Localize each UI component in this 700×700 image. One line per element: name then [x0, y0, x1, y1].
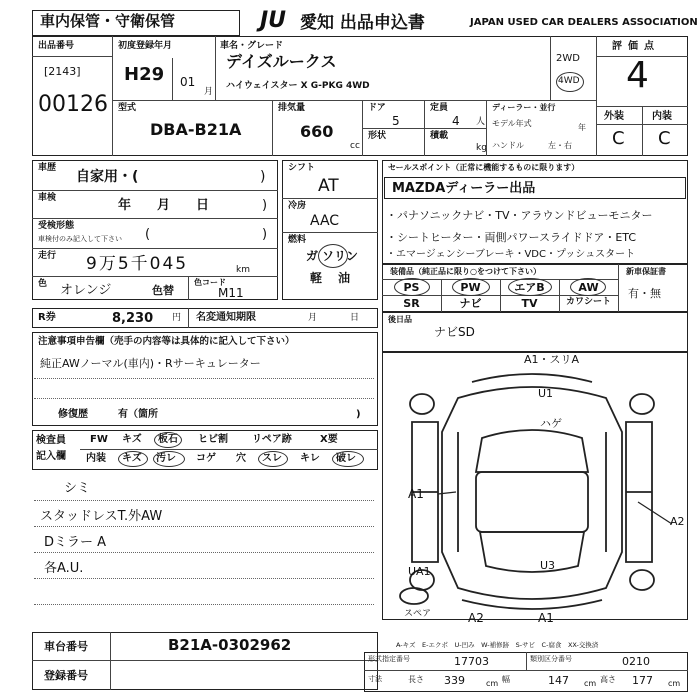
four-wd: 4WD — [558, 76, 580, 86]
handle-value: 左・右 — [548, 141, 572, 150]
mark-left-a1: A1 — [408, 487, 424, 501]
form-label: 形式指定番号 — [368, 655, 410, 663]
mark-left-ua1: UA1 — [408, 565, 431, 578]
inspector-hibi: ヒビ割 — [198, 434, 228, 445]
registration-month-unit: 月 — [204, 87, 214, 97]
shape-label: 形状 — [368, 131, 387, 141]
mark-hage: ハゲ — [540, 417, 562, 430]
handle-label: ハンドル — [492, 141, 524, 150]
inspector-ishi: 板石 — [158, 434, 178, 445]
inspector-yogore: 汚レ — [156, 453, 176, 464]
color-change-label: 色替 — [152, 284, 174, 297]
width-value: 147 — [548, 674, 569, 687]
car-diagram — [382, 352, 688, 620]
inspector-note-3: Dミラー A — [44, 535, 107, 550]
selling-line-2: ・シートヒーター・両側パワースライドドア・ETC — [386, 231, 637, 244]
fuel-option-yu: 油 — [338, 271, 351, 285]
inspector-note-2: スタッドレスT.外AW — [40, 509, 163, 524]
diagram-legend: A-キズ E-エクボ U-凹み W-補修跡 S-サビ C-腐食 XX-交換済 — [396, 641, 599, 649]
selling-points-title: セールスポイント（正常に機能するものに限ります） — [388, 163, 580, 172]
mark-u3: U3 — [540, 559, 556, 572]
new-car-label: 新車保証書 — [626, 267, 666, 276]
ring-yabure — [332, 451, 364, 467]
notes-title: 注意事項申告欄（売手の内容等は具体的に記入して下さい） — [38, 336, 295, 347]
equip-pw: PW — [460, 281, 481, 294]
registration-year: H29 — [124, 64, 165, 85]
inspector-repair: リペア跡 — [252, 434, 292, 445]
class-value: 0210 — [622, 655, 650, 668]
aw-circle — [570, 278, 606, 296]
fuel-label: 燃料 — [288, 235, 307, 245]
height-value: 177 — [632, 674, 653, 687]
length-label: 長さ — [408, 675, 424, 684]
selling-line-1: ・パナソニックナビ・TV・アラウンドビューモニター — [386, 209, 653, 222]
year-unit: 年 — [578, 123, 586, 132]
registration-label: 初度登録年月 — [118, 41, 173, 51]
displacement-value: 660 — [300, 122, 334, 141]
dealer-label: ディーラー・並行 — [492, 103, 556, 112]
score-label: 評価点 — [612, 41, 660, 52]
inspection-paren-close: ) — [262, 198, 268, 213]
repair-close: ) — [356, 409, 361, 420]
notice-day: 日 — [350, 313, 360, 323]
displacement-label: 排気量 — [278, 103, 306, 113]
mileage-value: 9万5千045 — [86, 254, 189, 274]
doors-label: ドア — [368, 103, 386, 113]
mark-front-a1-slit: A1・スリA — [524, 353, 580, 366]
car-name: デイズルークス — [226, 52, 337, 71]
equipment-title: 装備品（純正品に限り○をつけて下さい） — [390, 267, 541, 276]
inspector-kire: キレ — [300, 453, 320, 464]
inspector-kizu: キズ — [122, 434, 142, 445]
repair-label: 修復歴 — [58, 409, 88, 420]
color-label: 色 — [38, 279, 48, 289]
inspector-note-1: シミ — [64, 481, 91, 496]
ring-ishi — [154, 432, 182, 448]
notice-label: 名変通知期限 — [196, 312, 256, 323]
height-label: 高さ — [600, 675, 616, 684]
mark-u1: U1 — [538, 387, 554, 400]
form-value: 17703 — [454, 655, 489, 668]
shift-value: AT — [318, 176, 339, 196]
equip-airbag: エアB — [514, 281, 545, 294]
inspector-label-2: 記入欄 — [36, 451, 66, 462]
receive-note: 車検付のみ記入して下さい — [38, 235, 122, 243]
ring-kizu2 — [118, 451, 148, 467]
capacity-label: 定員 — [430, 103, 449, 113]
mileage-label: 走行 — [38, 251, 57, 261]
person-unit: 人 — [476, 117, 486, 127]
inspector-interior: 内装 — [86, 453, 106, 464]
exterior-score: C — [612, 128, 625, 149]
car-grade: ハイウェイスター X G-PKG 4WD — [226, 81, 370, 91]
equip-sr: SR — [403, 297, 420, 310]
history-label: 車歴 — [38, 163, 57, 173]
width-unit: cm — [584, 679, 597, 688]
ac-label: 冷房 — [288, 201, 307, 211]
new-car-value: 有・無 — [628, 287, 661, 300]
history-close: ) — [260, 169, 266, 185]
color-value: オレンジ — [60, 283, 112, 298]
yen-unit: 円 — [172, 313, 182, 323]
kg-unit: kg — [476, 143, 487, 153]
equip-tv: TV — [521, 297, 538, 310]
equip-navi: ナビ — [459, 297, 482, 310]
lot-label: 出品番号 — [38, 41, 75, 51]
ring-yogore — [153, 451, 185, 467]
notice-month: 月 — [308, 313, 318, 323]
color-code-label: 色コード — [194, 278, 226, 287]
size-label: 寸法 — [368, 675, 382, 683]
fuel-option-ga: ガ — [306, 249, 319, 263]
dealer-line: MAZDAディーラー出品 — [392, 181, 536, 196]
two-wd: 2WD — [556, 53, 580, 64]
ju-logo: JU — [260, 8, 287, 33]
mark-rear-a1: A1 — [538, 611, 554, 625]
inspector-label-1: 検査員 — [36, 435, 66, 446]
repair-value: 有（箇所 — [118, 409, 158, 420]
tax-amount: 8,230 — [112, 311, 154, 326]
mark-rear-a2: A2 — [468, 611, 484, 625]
form-title: 愛知 出品申込書 — [300, 13, 425, 33]
registration-month: 01 — [180, 75, 196, 89]
tax-label: R券 — [38, 312, 56, 323]
interior-score: C — [658, 128, 671, 149]
inspector-sure: スレ — [262, 453, 282, 464]
model-value: DBA-B21A — [150, 120, 242, 139]
top-block — [32, 36, 688, 156]
equip-ps: PS — [403, 281, 420, 294]
after-items-label: 後日品 — [388, 315, 412, 324]
ac-value: AAC — [310, 213, 340, 229]
fuel-option-sorin: ソリン — [322, 249, 359, 263]
inspector-ana: 穴 — [236, 453, 246, 464]
inspector-fw: FW — [90, 434, 108, 445]
exterior-label: 外装 — [604, 111, 624, 122]
load-label: 積載 — [430, 131, 449, 141]
storage-label: 車内保管・守衛保管 — [40, 12, 176, 30]
inspector-kizu2: キズ — [122, 453, 142, 464]
equip-kawa-seat: カワシート — [565, 297, 611, 307]
interior-label: 内装 — [652, 111, 672, 122]
width-label: 幅 — [502, 675, 510, 684]
capacity-value: 4 — [452, 114, 460, 128]
pw-circle — [452, 278, 490, 296]
inspection-value: 年 月 日 — [118, 198, 210, 213]
score-value: 4 — [626, 55, 649, 96]
lot-number: 00126 — [38, 92, 108, 117]
airbag-circle — [508, 278, 552, 296]
class-label: 類別区分番号 — [530, 655, 572, 663]
cc-unit: cc — [350, 141, 360, 151]
ps-circle — [394, 278, 430, 296]
inspection-label: 車検 — [38, 193, 57, 203]
history-value: 自家用・( — [76, 169, 139, 185]
inspector-x: X要 — [320, 434, 338, 445]
after-items-value: ナビSD — [434, 325, 475, 339]
chassis-value: B21A-0302962 — [168, 636, 292, 654]
car-label: 車名・グレード — [220, 41, 284, 51]
inspector-note-4: 各A.U. — [44, 561, 84, 576]
after-items-box — [382, 312, 688, 352]
fuel-option-kei: 軽 — [310, 271, 323, 285]
association-name: JAPAN USED CAR DEALERS ASSOCIATION — [470, 17, 698, 28]
mark-right-a2: A2 — [670, 515, 685, 528]
chassis-label: 車台番号 — [44, 640, 88, 653]
registration-number-label: 登録番号 — [44, 669, 88, 682]
km-unit: km — [236, 265, 250, 275]
shift-label: シフト — [288, 163, 316, 173]
color-code: M11 — [218, 286, 244, 300]
receive-label: 受検形態 — [38, 221, 75, 231]
equip-aw: AW — [578, 281, 599, 294]
selling-line-3: ・エマージェンシーブレーキ・VDC・プッシュスタート — [386, 249, 636, 260]
height-unit: cm — [668, 679, 681, 688]
mark-spare: スペア — [404, 609, 432, 619]
length-unit: cm — [486, 679, 499, 688]
model-year-label: モデル年式 — [492, 119, 532, 128]
ring-sure — [258, 451, 288, 467]
length-value: 339 — [444, 674, 465, 687]
inspector-koge: コゲ — [196, 453, 216, 464]
notes-text: 純正AWノーマル(車内)・Rサーキュレーター — [40, 357, 261, 370]
inspector-yabure: 破レ — [336, 453, 356, 464]
doors-value: 5 — [392, 114, 400, 128]
lot-sub-number: [2143] — [44, 65, 81, 78]
model-label: 型式 — [118, 103, 137, 113]
